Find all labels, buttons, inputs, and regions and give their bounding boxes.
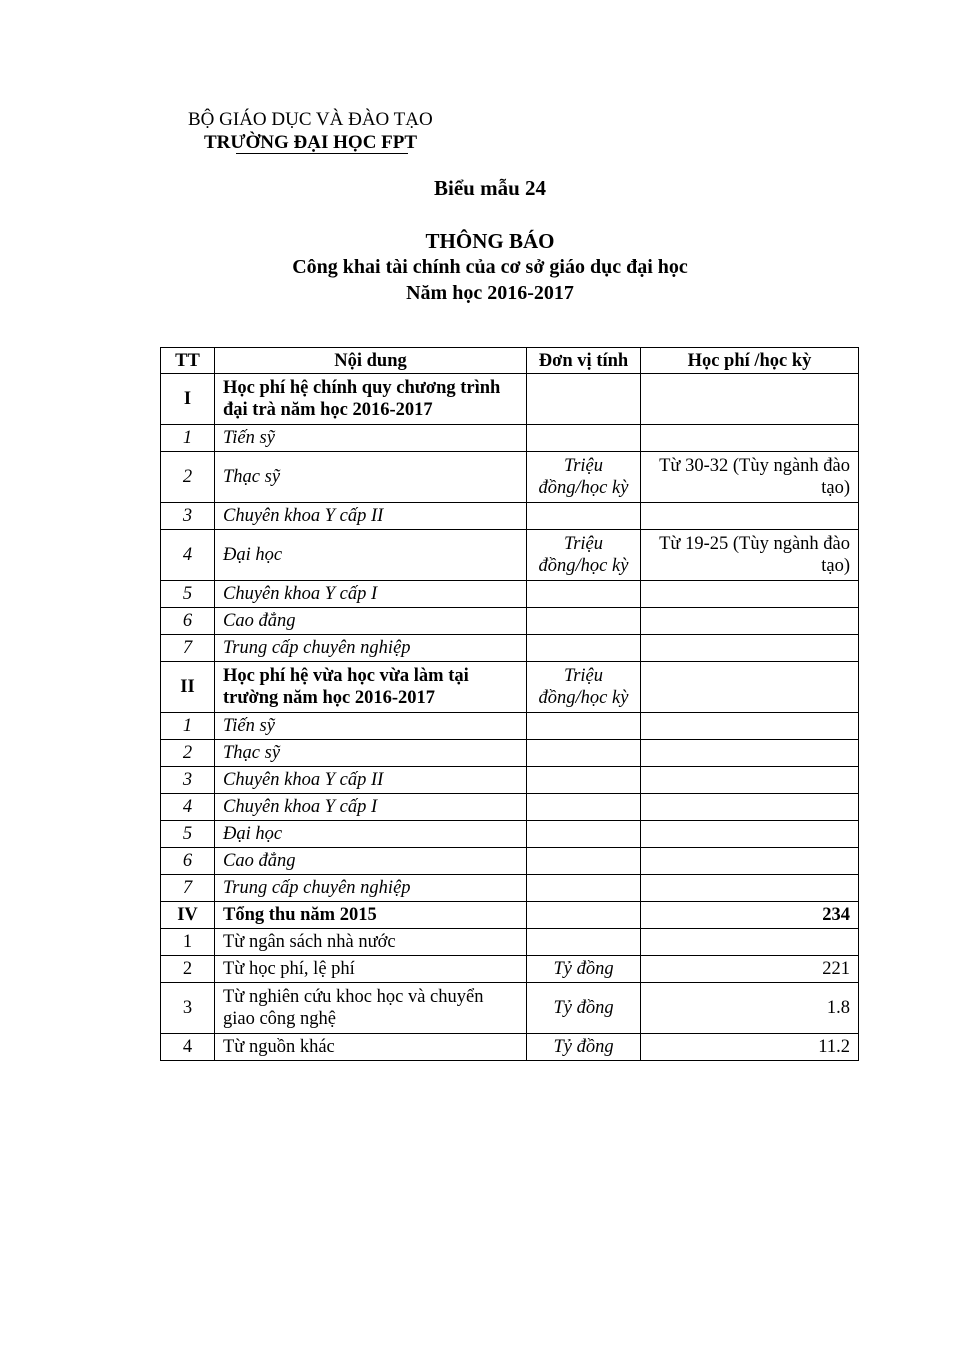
row-tt: 3 (161, 983, 215, 1034)
header-fee: Học phí /học kỳ (641, 348, 859, 374)
row-tt: 6 (161, 608, 215, 635)
notice-year: Năm học 2016-2017 (406, 282, 574, 304)
row-content: Chuyên khoa Y cấp II (215, 767, 527, 794)
table-row (161, 662, 859, 713)
row-content: Cao đẳng (215, 608, 527, 635)
row-unit (527, 929, 641, 956)
fee-table (160, 347, 859, 1061)
row-unit (527, 503, 641, 530)
row-content: Đại học (215, 821, 527, 848)
row-unit (527, 902, 641, 929)
ministry-name: BỘ GIÁO DỤC VÀ ĐÀO TẠO (188, 109, 433, 130)
notice-subtitle: Công khai tài chính của cơ sở giáo dục đại học (292, 256, 688, 278)
row-fee (641, 875, 859, 902)
row-unit (527, 794, 641, 821)
row-fee (641, 635, 859, 662)
row-content: Chuyên khoa Y cấp II (215, 503, 527, 530)
row-fee (641, 608, 859, 635)
table-row (161, 503, 859, 530)
row-tt: 4 (161, 1034, 215, 1061)
row-tt: 3 (161, 503, 215, 530)
row-tt: 4 (161, 794, 215, 821)
table-row (161, 713, 859, 740)
row-fee (641, 374, 859, 425)
row-tt: 7 (161, 635, 215, 662)
row-fee (641, 848, 859, 875)
table-row (161, 452, 859, 503)
school-name: TRƯỜNG ĐẠI HỌC FPT (204, 132, 418, 153)
row-content: Tổng thu năm 2015 (215, 902, 527, 929)
row-tt: 1 (161, 713, 215, 740)
row-unit: Triệu đồng/học kỳ (527, 662, 641, 713)
row-fee (641, 503, 859, 530)
row-content: Chuyên khoa Y cấp I (215, 794, 527, 821)
row-fee (641, 662, 859, 713)
row-tt: 2 (161, 452, 215, 503)
notice-title: THÔNG BÁO (425, 229, 555, 253)
row-fee: Từ 30-32 (Tùy ngành đào tạo) (641, 452, 859, 503)
row-unit: Tỷ đồng (527, 983, 641, 1034)
table-row (161, 608, 859, 635)
table-header-row (161, 348, 859, 374)
row-content: Đại học (215, 530, 527, 581)
row-tt: 1 (161, 425, 215, 452)
row-tt: 2 (161, 956, 215, 983)
row-content: Thạc sỹ (215, 452, 527, 503)
table-row (161, 425, 859, 452)
row-content: Từ ngân sách nhà nước (215, 929, 527, 956)
row-tt: 3 (161, 767, 215, 794)
row-content: Thạc sỹ (215, 740, 527, 767)
table-row (161, 983, 859, 1034)
row-fee (641, 581, 859, 608)
row-fee (641, 425, 859, 452)
table-row (161, 902, 859, 929)
row-fee (641, 929, 859, 956)
header-tt: TT (161, 348, 215, 374)
row-unit (527, 608, 641, 635)
row-fee (641, 821, 859, 848)
table-row (161, 740, 859, 767)
row-tt: 7 (161, 875, 215, 902)
table-row (161, 929, 859, 956)
row-tt: 2 (161, 740, 215, 767)
row-unit: Triệu đồng/học kỳ (527, 530, 641, 581)
row-unit (527, 767, 641, 794)
table-row (161, 821, 859, 848)
header-unit: Đơn vị tính (527, 348, 641, 374)
row-fee: 234 (641, 902, 859, 929)
table-row (161, 794, 859, 821)
row-fee: Từ 19-25 (Tùy ngành đào tạo) (641, 530, 859, 581)
row-unit (527, 635, 641, 662)
row-content: Trung cấp chuyên nghiệp (215, 875, 527, 902)
row-tt: 5 (161, 821, 215, 848)
row-fee (641, 794, 859, 821)
table-row (161, 530, 859, 581)
row-content: Tiến sỹ (215, 425, 527, 452)
row-unit (527, 425, 641, 452)
row-unit (527, 848, 641, 875)
row-content: Tiến sỹ (215, 713, 527, 740)
row-fee: 221 (641, 956, 859, 983)
table-row (161, 848, 859, 875)
row-content: Trung cấp chuyên nghiệp (215, 635, 527, 662)
row-unit (527, 581, 641, 608)
row-content: Chuyên khoa Y cấp I (215, 581, 527, 608)
row-tt: IV (161, 902, 215, 929)
table-row (161, 581, 859, 608)
row-unit (527, 875, 641, 902)
row-fee: 11.2 (641, 1034, 859, 1061)
table-row (161, 374, 859, 425)
row-unit (527, 374, 641, 425)
row-content: Từ học phí, lệ phí (215, 956, 527, 983)
row-fee (641, 767, 859, 794)
row-unit: Tỷ đồng (527, 1034, 641, 1061)
header-content: Nội dung (215, 348, 527, 374)
row-fee (641, 713, 859, 740)
school-underline (236, 153, 408, 154)
table-row (161, 1034, 859, 1061)
row-unit: Triệu đồng/học kỳ (527, 452, 641, 503)
row-content: Từ nguồn khác (215, 1034, 527, 1061)
row-tt: 5 (161, 581, 215, 608)
row-tt: II (161, 662, 215, 713)
row-tt: 6 (161, 848, 215, 875)
table-row (161, 875, 859, 902)
row-unit (527, 713, 641, 740)
row-content: Học phí hệ vừa học vừa làm tại trường năm học 2016-2017 (215, 662, 527, 713)
form-label: Biểu mẫu 24 (433, 176, 546, 200)
row-content: Cao đẳng (215, 848, 527, 875)
row-unit (527, 740, 641, 767)
row-unit (527, 821, 641, 848)
row-tt: 1 (161, 929, 215, 956)
row-fee: 1.8 (641, 983, 859, 1034)
row-content: Từ nghiên cứu khoc học và chuyển giao công nghệ (215, 983, 527, 1034)
table-row (161, 635, 859, 662)
row-tt: 4 (161, 530, 215, 581)
row-content: Học phí hệ chính quy chương trình đại trà năm học 2016-2017 (215, 374, 527, 425)
row-unit: Tỷ đồng (527, 956, 641, 983)
table-row (161, 956, 859, 983)
table-row (161, 767, 859, 794)
row-tt: I (161, 374, 215, 425)
row-fee (641, 740, 859, 767)
